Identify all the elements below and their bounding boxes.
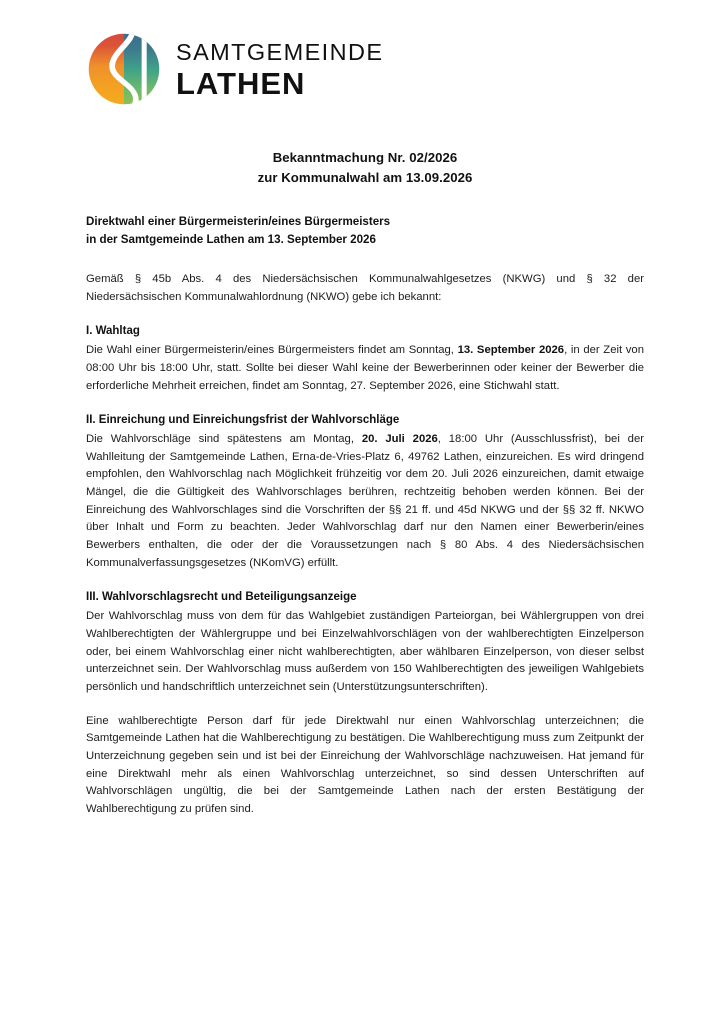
samtgemeinde-lathen-emblem-icon xyxy=(88,33,160,105)
section-heading: III. Wahlvorschlagsrecht und Beteiligungsanzeige xyxy=(86,591,357,604)
document-body xyxy=(86,148,644,836)
logo-block xyxy=(88,33,383,105)
section-body: Die Wahl einer Bürgermeisterin/eines Bürgermeisters findet am Sonntag, 13. September 2026, in der Zeit von 08:00 Uhr bis 18:00 Uhr, statt. Sollte bei dieser Wahl keine der Bewerberinnen oder keiner der Bewerber die erforderliche Mehrheit erreichen, findet am Sonntag, 27. September 2026, eine Stichwahl statt. xyxy=(86,344,644,392)
section-body-continued: Eine wahlberechtigte Person darf für jede Direktwahl nur einen Wahlvorschlag unterzeichnen; die Samtgemeinde Lathen hat die Wahlberechtigung zu bestätigen. Die Wahlberechtigung muss zum Zeitpunkt der Unterzeichnung gegeben sein und ist bei der Einreichung der Wahlvorschläge nachzuweisen. Hat jemand für eine Direktwahl mehr als einen Wahlvorschlag unterzeichnet, so sind dessen Unterschriften auf Wahlvorschlägen ungültig, die bei der Samtgemeinde Lathen nach der ersten Bestätigung der Wahlberechtigung zu prüfen sind. xyxy=(86,714,644,815)
intro-paragraph: Gemäß § 45b Abs. 4 des Niedersächsischen Kommunalwahlgesetzes (NKWG) und § 32 der Niedersächsischen Kommunalwahlordnung (NKWO) gebe ich bekannt: xyxy=(86,273,644,303)
wordmark-top-line: SAMTGEMEINDE xyxy=(176,39,384,66)
section-wahlvorschlagsrecht xyxy=(86,589,644,818)
title-line-2: zur Kommunalwahl am 13.09.2026 xyxy=(257,170,473,186)
section-wahltag xyxy=(86,323,644,395)
section-heading: I. Wahltag xyxy=(86,325,140,338)
page-subtitle xyxy=(86,213,644,250)
wordmark xyxy=(176,39,383,99)
subtitle-line-1: Direktwahl einer Bürgermeisterin/eines Bürgermeisters xyxy=(86,214,391,228)
section-body: Der Wahlvorschlag muss von dem für das Wahlgebiet zuständigen Parteiorgan, bei Wählergruppen von drei Wahlberechtigten der Wählergruppe und bei Einzelwahlvorschlägen von der wahlberechtigten Einzelperson oder, bei einem Wahlvorschlag einer nicht wahlberechtigten, aber wählbaren Einzelperson, von dieser selbst unterzeichnet sein. Der Wahlvorschlag muss außerdem von 150 Wahlberechtigten des jeweiligen Wahlgebiets persönlich und handschriftlich unterzeichnet sein (Unterstützungsunterschriften). xyxy=(86,610,644,693)
section-einreichung xyxy=(86,412,644,572)
page-title xyxy=(86,148,644,189)
section-heading: II. Einreichung und Einreichungsfrist der Wahlvorschläge xyxy=(86,414,400,427)
subtitle-line-2: in der Samtgemeinde Lathen am 13. September 2026 xyxy=(86,233,376,247)
title-line-1: Bekanntmachung Nr. 02/2026 xyxy=(272,150,458,165)
wordmark-bottom-line: LATHEN xyxy=(176,65,306,101)
section-body: Die Wahlvorschläge sind spätestens am Montag, 20. Juli 2026, 18:00 Uhr (Ausschlussfrist), bei der Wahlleitung der Samtgemeinde Lathen, Erna-de-Vries-Platz 6, 49762 Lathen, einzureichen. Es wird dringend empfohlen, den Wahlvorschlag nach Möglichkeit frühzeitig vor dem 20. Juli 2026 einzureichen, damit etwaige Mängel, die die Gültigkeit des Wahlvorschlages berühren, rechtzeitig behoben werden können. Bei der Einreichung des Wahlvorschlages sind die Vorschriften der §§ 21 ff. und 45d NKWG und der §§ 32 ff. NKWO über Inhalt und Form zu beachten. Jeder Wahlvorschlag darf nur den Namen einer Bewerberin/eines Bewerbers enthalten, die oder der die Voraussetzungen nach § 80 Abs. 4 des Niedersächsischen Kommunalverfassungsgesetzes (NKomVG) erfüllt. xyxy=(86,432,645,569)
